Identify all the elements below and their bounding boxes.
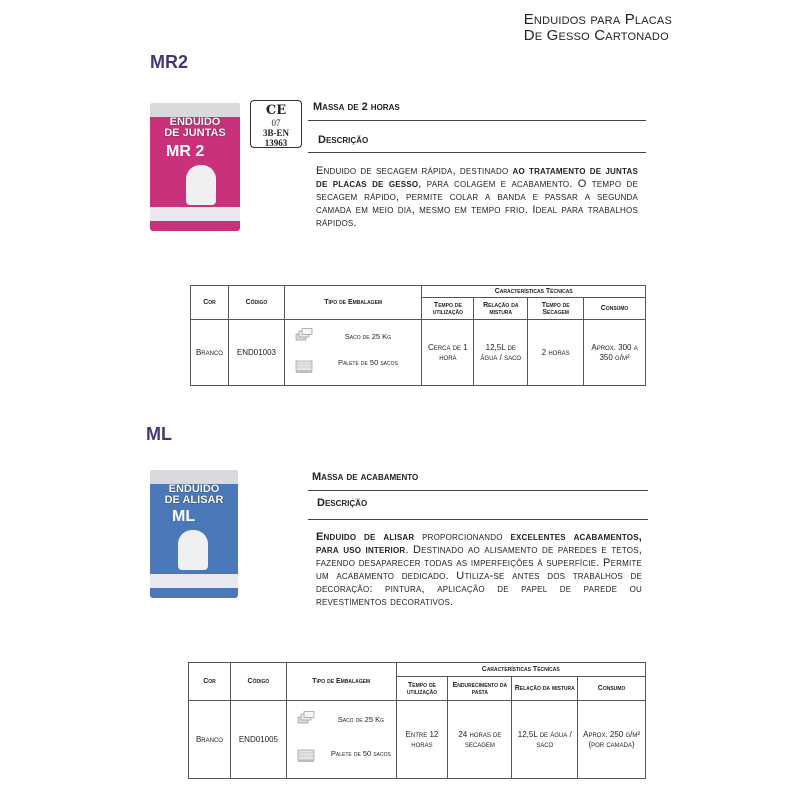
description-run: , para colagem e acabamento. O tempo de secagem rápido, permite colar a banda e passar a segunda camada em meio dia, mesmo em tempo frio. Ideal para trabalhos rápidos.: [316, 178, 638, 229]
section-title-ml: Massa de acabamento: [312, 471, 419, 483]
divider: [308, 120, 646, 121]
pallet-icon: [297, 749, 315, 763]
spec-table-mr2: [190, 285, 646, 386]
bag-figure-icon: [178, 530, 208, 570]
table-row: [191, 320, 646, 386]
cell-relacao-mistura: 12,5L de água / saco: [512, 701, 578, 779]
col-header-relacao-mistura: Relação da mistura: [512, 677, 578, 701]
pack-bag-label: Saco de 25 Kg: [337, 715, 385, 724]
cell-tempo-utilizacao: Cerca de 1 hora: [422, 320, 474, 386]
bag-figure-icon: [186, 165, 216, 205]
bag-title-line-1: ENDUIDO: [169, 116, 221, 128]
product-code-ml: ML: [146, 424, 172, 444]
col-header-codigo: Código: [230, 663, 286, 701]
pallet-icon: [295, 360, 313, 374]
cell-codigo: END01003: [228, 320, 284, 386]
group-header-caracteristicas: Características Técnicas: [396, 663, 646, 677]
bag-title-line-2: DE ALISAR: [164, 494, 224, 506]
product-bag-ml: [150, 470, 238, 598]
page-header: [524, 12, 672, 44]
group-header-caracteristicas: Características Técnicas: [422, 286, 646, 298]
divider: [308, 519, 648, 520]
col-header-cor: Cor: [191, 286, 229, 320]
product-bag-mr2: [150, 103, 240, 231]
cell-relacao-mistura: 12,5L de água / saco: [474, 320, 528, 386]
cell-embalagem: [286, 701, 396, 779]
cell-cor: Branco: [189, 701, 231, 779]
divider: [308, 490, 648, 491]
col-header-tempo-secagem: Tempo de Secagem: [528, 298, 584, 320]
col-header-embalagem: Tipo de Embalagem: [286, 663, 396, 701]
col-header-cor: Cor: [189, 663, 231, 701]
header-line-2: De Gesso Cartonado: [523, 27, 669, 44]
col-header-tempo-utilizacao: Tempo de utilização: [396, 677, 448, 701]
bag-stack-icon: [295, 328, 313, 342]
bag-code-ml: ML: [172, 508, 196, 525]
cell-tempo-utilizacao: Entre 12 horas: [396, 701, 448, 779]
cell-cor: Branco: [191, 320, 229, 386]
col-header-codigo: Código: [228, 286, 284, 320]
product-code-mr2: MR2: [150, 52, 189, 72]
cell-consumo: Aprox. 250 g/m² (por camada): [578, 701, 646, 779]
col-header-embalagem: Tipo de Embalagem: [284, 286, 422, 320]
ce-certification-mark: [250, 100, 302, 148]
description-run: Enduido de alisar: [316, 531, 415, 543]
bag-title-line-2: DE JUNTAS: [164, 127, 226, 139]
description-run: . Destinado ao alisamento de paredes e tetos, fazendo desaparecer todas as imperfeições à superfície. Permite um acabamento dedicado. Utiliza-se antes dos trabalhos de decoração: pintura, aplicação de papel de parede ou revestimentos decorativos.: [316, 544, 643, 608]
ce-year: 07: [271, 118, 281, 128]
cell-endurecimento: 24 horas de secagem: [448, 701, 512, 779]
pack-bag-label: Saco de 25 Kg: [344, 332, 392, 341]
description-run: excelentes acabamentos, para uso interior: [316, 531, 642, 556]
bag-code-mr2: MR 2: [166, 143, 205, 160]
col-header-relacao-mistura: Relação da mistura: [474, 298, 528, 320]
divider: [308, 152, 646, 153]
cell-embalagem: [284, 320, 422, 386]
description-run: Enduido de secagem rápida, destinado: [316, 165, 513, 177]
description-run: proporcionando: [414, 531, 511, 543]
section-title-mr2: Massa de 2 horas: [313, 101, 400, 113]
description-label-mr2: Descrição: [318, 134, 369, 146]
description-label-ml: Descrição: [317, 497, 368, 509]
cell-consumo: Aprox. 300 a 350 g/m²: [584, 320, 646, 386]
bag-stack-icon: [297, 711, 315, 725]
spec-table-ml: [188, 662, 646, 779]
bag-title-line-1: ENDUIDO: [168, 483, 220, 495]
cell-codigo: END01005: [230, 701, 286, 779]
col-header-tempo-utilizacao: Tempo de utilização: [422, 298, 474, 320]
ce-icon: CE: [265, 103, 287, 118]
table-row: [189, 701, 646, 779]
col-header-consumo: Consumo: [578, 677, 646, 701]
pack-pallet-label: Palete de 50 sacos: [330, 749, 391, 758]
cell-tempo-secagem: 2 horas: [528, 320, 584, 386]
col-header-endurecimento: Endurecimento da pasta: [448, 677, 512, 701]
pack-pallet-label: Palete de 50 sacos: [337, 358, 398, 367]
ce-standard: 3B-EN 13963: [262, 128, 289, 148]
col-header-consumo: Consumo: [584, 298, 646, 320]
description-run: ao tratamento de juntas de placas de gesso: [316, 165, 638, 190]
description-text-mr2: [316, 165, 638, 230]
description-text-ml: [316, 531, 642, 609]
header-line-1: Enduidos para Placas: [523, 11, 672, 28]
